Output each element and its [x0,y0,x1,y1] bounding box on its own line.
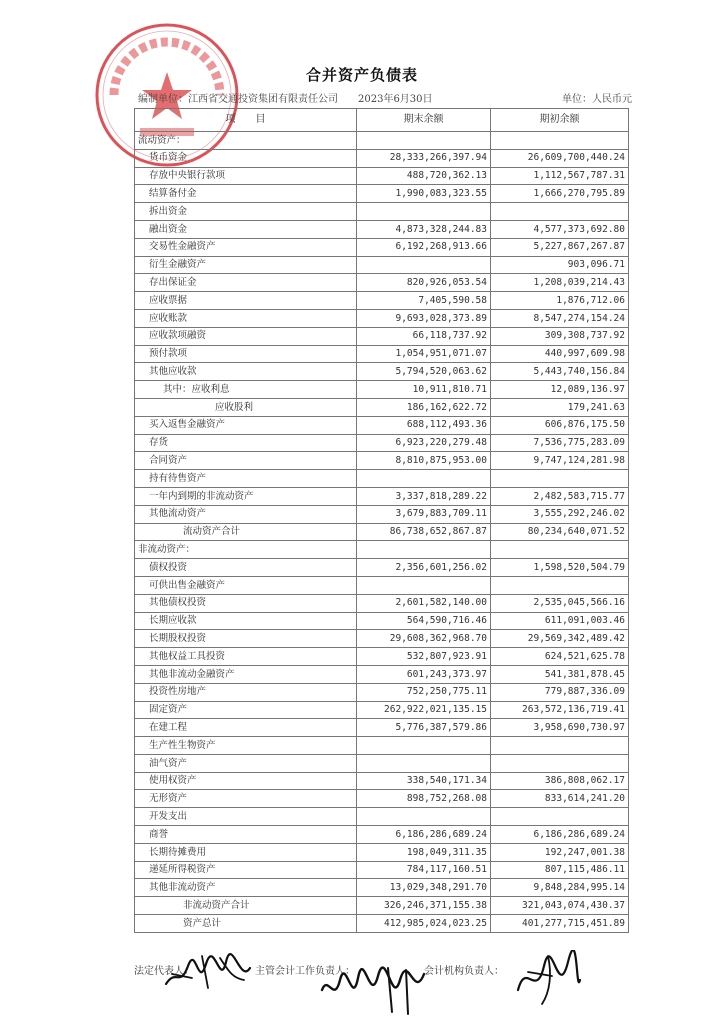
row-begin-balance: 3,958,690,730.97 [491,719,629,737]
table-row [135,220,629,238]
row-item-label: 长期应收款 [135,612,357,630]
row-end-balance [357,576,491,594]
row-item-label: 流动资产合计 [135,523,357,541]
row-begin-balance [491,737,629,755]
table-row [135,648,629,666]
row-begin-balance: 9,848,284,995.14 [491,879,629,897]
row-end-balance: 412,985,024,023.25 [357,915,491,933]
row-item-label: 其他非流动资产 [135,879,357,897]
table-row [135,452,629,470]
row-item-label: 无形资产 [135,790,357,808]
balance-sheet-body [135,109,629,933]
table-row [135,701,629,719]
row-item-label: 长期股权投资 [135,630,357,648]
row-item-label: 流动资产： [135,132,357,150]
row-begin-balance: 9,747,124,281.98 [491,452,629,470]
row-end-balance: 564,590,716.46 [357,612,491,630]
table-row [135,345,629,363]
row-end-balance [357,808,491,826]
row-item-label: 应收账款 [135,309,357,327]
row-begin-balance: 6,186,286,689.24 [491,826,629,844]
row-item-label: 生产性生物资产 [135,737,357,755]
row-item-label: 投资性房地产 [135,683,357,701]
row-begin-balance: 541,381,878.45 [491,665,629,683]
row-end-balance: 688,112,493.36 [357,416,491,434]
row-item-label: 非流动资产： [135,541,357,559]
table-row [135,487,629,505]
table-row [135,416,629,434]
accounting-head-signature [318,960,428,1016]
row-end-balance: 6,186,286,689.24 [357,826,491,844]
row-end-balance: 5,776,387,579.86 [357,719,491,737]
row-begin-balance: 4,577,373,692.80 [491,220,629,238]
row-begin-balance [491,541,629,559]
header-item: 项 目 [135,109,357,132]
row-begin-balance: 3,555,292,246.02 [491,505,629,523]
row-end-balance: 488,720,362.13 [357,167,491,185]
table-row [135,470,629,488]
table-row [135,576,629,594]
row-item-label: 应收款项融资 [135,327,357,345]
row-end-balance: 13,029,348,291.70 [357,879,491,897]
row-end-balance: 9,693,028,373.89 [357,309,491,327]
row-item-label: 存放中央银行款项 [135,167,357,185]
row-item-label: 存货 [135,434,357,452]
header-begin-balance: 期初余额 [491,109,629,132]
row-begin-balance: 192,247,001.38 [491,843,629,861]
row-begin-balance: 1,876,712.06 [491,292,629,310]
row-item-label: 非流动资产合计 [135,897,357,915]
row-begin-balance: 179,241.63 [491,398,629,416]
row-begin-balance: 440,997,609.98 [491,345,629,363]
row-begin-balance: 606,876,175.50 [491,416,629,434]
table-row [135,754,629,772]
row-begin-balance: 26,609,700,440.24 [491,149,629,167]
table-row [135,167,629,185]
row-item-label: 应收股利 [135,398,357,416]
table-row [135,683,629,701]
row-end-balance [357,470,491,488]
row-begin-balance: 1,666,270,795.89 [491,185,629,203]
company-line [138,90,338,105]
row-item-label: 在建工程 [135,719,357,737]
row-item-label: 可供出售金融资产 [135,576,357,594]
row-begin-balance: 309,308,737.92 [491,327,629,345]
row-begin-balance: 779,887,336.09 [491,683,629,701]
row-begin-balance: 624,521,625.78 [491,648,629,666]
table-row [135,274,629,292]
row-end-balance: 326,246,371,155.38 [357,897,491,915]
row-end-balance: 1,054,951,071.07 [357,345,491,363]
row-item-label: 其中：应收利息 [135,381,357,399]
table-row [135,843,629,861]
table-row [135,897,629,915]
table-row [135,398,629,416]
table-row [135,665,629,683]
header-end-balance: 期末余额 [357,109,491,132]
row-item-label: 一年内到期的非流动资产 [135,487,357,505]
row-end-balance: 2,601,582,140.00 [357,594,491,612]
row-end-balance: 3,679,883,709.11 [357,505,491,523]
row-begin-balance: 2,535,045,566.16 [491,594,629,612]
table-row [135,808,629,826]
table-row [135,630,629,648]
row-item-label: 预付款项 [135,345,357,363]
row-begin-balance: 321,043,074,430.37 [491,897,629,915]
row-item-label: 其他权益工具投资 [135,648,357,666]
row-end-balance: 784,117,160.51 [357,861,491,879]
row-end-balance: 1,990,083,323.55 [357,185,491,203]
table-row [135,309,629,327]
accounting-org-head-signature [512,950,584,1008]
table-row [135,238,629,256]
row-begin-balance: 833,614,241.20 [491,790,629,808]
row-begin-balance: 29,569,342,489.42 [491,630,629,648]
table-row [135,826,629,844]
unit-label: 编制单位： [138,94,188,105]
table-row [135,719,629,737]
row-begin-balance [491,203,629,221]
row-end-balance [357,256,491,274]
row-item-label: 开发支出 [135,808,357,826]
row-end-balance: 28,333,266,397.94 [357,149,491,167]
row-item-label: 债权投资 [135,559,357,577]
row-begin-balance [491,132,629,150]
row-item-label: 其他债权投资 [135,594,357,612]
table-row [135,363,629,381]
row-begin-balance: 611,091,003.46 [491,612,629,630]
row-end-balance: 29,608,362,968.70 [357,630,491,648]
table-row [135,559,629,577]
row-begin-balance: 903,096.71 [491,256,629,274]
row-item-label: 资产总计 [135,915,357,933]
balance-sheet-table [134,108,629,933]
row-end-balance: 6,192,268,913.66 [357,238,491,256]
table-row [135,434,629,452]
row-begin-balance [491,754,629,772]
accounting-org-head-label: 会计机构负责人： [424,966,504,977]
row-item-label: 持有待售资产 [135,470,357,488]
row-end-balance: 10,911,810.71 [357,381,491,399]
row-end-balance: 532,807,923.91 [357,648,491,666]
row-item-label: 递延所得税资产 [135,861,357,879]
row-begin-balance [491,576,629,594]
row-begin-balance: 7,536,775,283.09 [491,434,629,452]
table-row [135,292,629,310]
currency-unit: 单位：人民币元 [562,94,632,105]
row-end-balance [357,203,491,221]
row-end-balance: 86,738,652,867.87 [357,523,491,541]
row-begin-balance: 1,208,039,214.43 [491,274,629,292]
row-end-balance: 7,405,590.58 [357,292,491,310]
row-item-label: 油气资产 [135,754,357,772]
legal-rep-signature [162,948,254,996]
row-begin-balance: 80,234,640,071.52 [491,523,629,541]
row-end-balance: 8,810,875,953.00 [357,452,491,470]
row-begin-balance: 1,112,567,787.31 [491,167,629,185]
row-begin-balance [491,808,629,826]
row-begin-balance: 5,443,740,156.84 [491,363,629,381]
row-begin-balance: 1,598,520,504.79 [491,559,629,577]
table-row [135,505,629,523]
row-end-balance [357,541,491,559]
row-item-label: 买入返售金融资产 [135,416,357,434]
row-end-balance: 898,752,268.08 [357,790,491,808]
row-end-balance: 3,337,818,289.22 [357,487,491,505]
row-begin-balance: 5,227,867,267.87 [491,238,629,256]
table-row [135,185,629,203]
row-item-label: 商誉 [135,826,357,844]
row-item-label: 其他应收款 [135,363,357,381]
row-end-balance: 2,356,601,256.02 [357,559,491,577]
row-end-balance: 5,794,520,063.62 [357,363,491,381]
company-name: 江西省交通投资集团有限责任公司 [188,94,338,105]
row-end-balance: 262,922,021,135.15 [357,701,491,719]
row-item-label: 其他非流动金融资产 [135,665,357,683]
row-begin-balance: 386,808,062.17 [491,772,629,790]
table-row [135,790,629,808]
row-end-balance: 4,873,328,244.83 [357,220,491,238]
table-row [135,327,629,345]
row-item-label: 融出资金 [135,220,357,238]
row-item-label: 货币资金 [135,149,357,167]
table-header-row [135,109,629,132]
row-end-balance: 66,118,737.92 [357,327,491,345]
legal-rep-label: 法定代表人： [134,966,194,977]
row-item-label: 结算备付金 [135,185,357,203]
table-row [135,149,629,167]
report-date: 2023年6月30日 [358,94,433,105]
row-item-label: 衍生金融资产 [135,256,357,274]
row-begin-balance: 807,115,486.11 [491,861,629,879]
table-row [135,861,629,879]
table-row [135,594,629,612]
table-row [135,915,629,933]
row-begin-balance: 12,089,136.97 [491,381,629,399]
accounting-head-label: 主管会计工作负责人： [255,966,355,977]
row-begin-balance: 263,572,136,719.41 [491,701,629,719]
row-item-label: 应收票据 [135,292,357,310]
table-row [135,203,629,221]
row-item-label: 固定资产 [135,701,357,719]
row-begin-balance: 401,277,715,451.89 [491,915,629,933]
row-item-label: 交易性金融资产 [135,238,357,256]
row-end-balance: 338,540,171.34 [357,772,491,790]
row-item-label: 其他流动资产 [135,505,357,523]
row-item-label: 存出保证金 [135,274,357,292]
row-begin-balance: 2,482,583,715.77 [491,487,629,505]
page-title: 合并资产负债表 [305,66,418,84]
row-end-balance [357,132,491,150]
table-row [135,523,629,541]
row-end-balance: 820,926,053.54 [357,274,491,292]
row-end-balance: 198,049,311.35 [357,843,491,861]
row-item-label: 长期待摊费用 [135,843,357,861]
table-row [135,737,629,755]
row-begin-balance: 8,547,274,154.24 [491,309,629,327]
row-item-label: 合同资产 [135,452,357,470]
row-end-balance: 752,250,775.11 [357,683,491,701]
table-row [135,132,629,150]
row-end-balance: 186,162,622.72 [357,398,491,416]
table-row [135,879,629,897]
table-row [135,612,629,630]
row-end-balance [357,754,491,772]
table-row [135,541,629,559]
table-row [135,772,629,790]
row-item-label: 拆出资金 [135,203,357,221]
row-begin-balance [491,470,629,488]
row-end-balance: 6,923,220,279.48 [357,434,491,452]
row-end-balance [357,737,491,755]
row-end-balance: 601,243,373.97 [357,665,491,683]
table-row [135,256,629,274]
table-row [135,381,629,399]
row-item-label: 使用权资产 [135,772,357,790]
